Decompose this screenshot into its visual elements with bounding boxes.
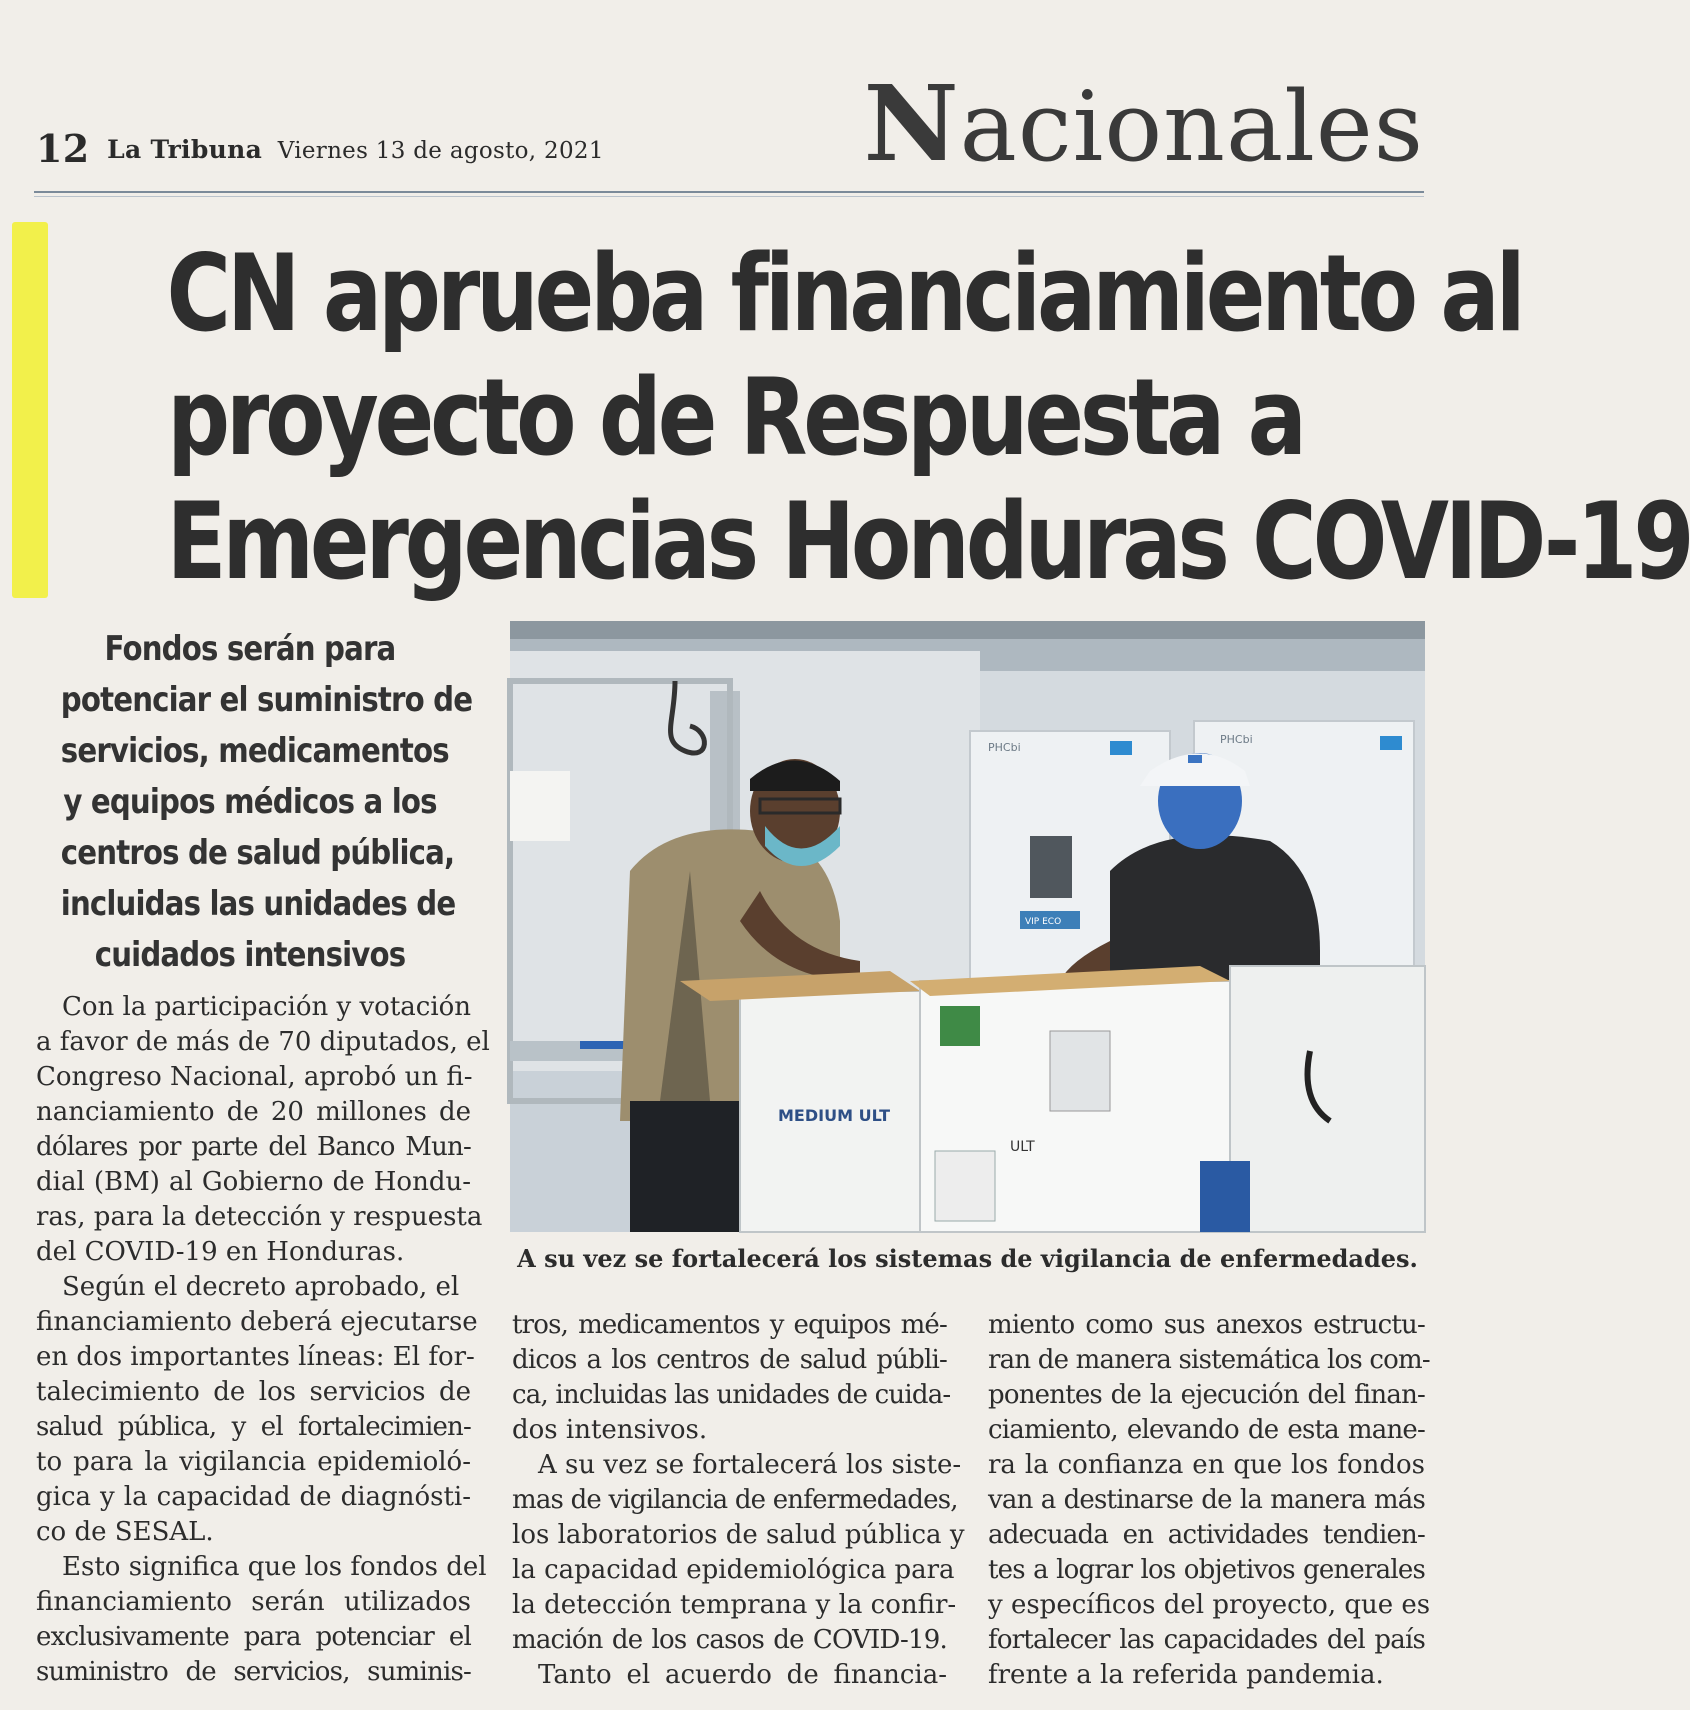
body-line: co de SESAL. — [36, 1517, 214, 1547]
headline-line: proyecto de Respuesta a — [167, 356, 1303, 479]
subhead-line: Fondos serán para — [104, 629, 396, 669]
body-line: exclusivamente para potenciar el — [36, 1622, 471, 1652]
body-line: dial (BM) al Gobierno de Hondu- — [36, 1167, 471, 1197]
body-line: ciamiento, elevando de esta mane- — [988, 1415, 1425, 1445]
body-line: dos intensivos. — [512, 1415, 708, 1445]
body-line: la detección temprana y la confir- — [512, 1590, 957, 1620]
issue-date: Viernes 13 de agosto, 2021 — [277, 138, 604, 164]
freezer-label: VIP ECO — [1025, 917, 1062, 927]
photo-caption: A su vez se fortalecerá los sistemas de vigilancia de enfermedades. — [517, 1244, 1418, 1273]
photo-illustration — [510, 621, 1425, 1232]
body-line: Con la participación y votación — [62, 992, 472, 1022]
article-subhead — [30, 624, 473, 981]
body-line: ponentes de la ejecución del finan- — [988, 1380, 1425, 1410]
article-photo — [510, 621, 1425, 1232]
body-line: dicos a los centros de salud públi- — [512, 1345, 947, 1375]
body-line: nanciamiento de 20 millones de — [36, 1097, 471, 1127]
page-number: 12 — [36, 126, 90, 171]
section-title-rest: acionales — [959, 71, 1424, 183]
article-headline — [166, 232, 1690, 604]
body-line: ran de manera sistemática los com- — [988, 1345, 1430, 1375]
body-line: ca, incluidas las unidades de cuida- — [512, 1380, 951, 1410]
body-line: miento como sus anexos estructu- — [988, 1310, 1425, 1340]
body-line: a favor de más de 70 diputados, el — [36, 1027, 490, 1057]
body-line: Tanto el acuerdo de financia- — [538, 1660, 947, 1690]
subhead-line: potenciar el suministro de — [60, 680, 473, 720]
freezer-brand-1: PHCbi — [988, 741, 1021, 754]
box-label-2: ULT — [1010, 1139, 1035, 1155]
body-line: en dos importantes líneas: El for- — [36, 1342, 475, 1372]
body-line: talecimiento de los servicios de — [36, 1377, 471, 1407]
body-line: gica y la capacidad de diagnósti- — [36, 1482, 471, 1512]
body-line: tes a lograr los objetivos generales — [988, 1555, 1425, 1585]
header-rule — [34, 191, 1424, 193]
body-line: fortalecer las capacidades del país — [988, 1625, 1425, 1655]
headline-line: CN aprueba financiamiento al — [166, 232, 1522, 355]
body-line: tros, medicamentos y equipos mé- — [512, 1310, 947, 1340]
body-line: financiamiento deberá ejecutarse — [36, 1307, 478, 1337]
body-column-3 — [988, 1308, 1431, 1693]
body-line: Esto significa que los fondos del — [62, 1552, 487, 1582]
body-line: mación de los casos de COVID-19. — [512, 1625, 947, 1655]
subhead-line: cuidados intensivos — [94, 935, 406, 975]
body-line: Según el decreto aprobado, el — [62, 1272, 460, 1302]
body-line: van a destinarse de la manera más — [988, 1485, 1425, 1515]
body-line: salud pública, y el fortalecimien- — [36, 1412, 471, 1442]
body-line: dólares por parte del Banco Mun- — [36, 1132, 471, 1162]
header-rule-thin — [34, 196, 1424, 197]
body-line: los laboratorios de salud pública y — [512, 1520, 965, 1550]
freezer-brand-2: PHCbi — [1220, 733, 1253, 746]
body-line: la capacidad epidemiológica para — [512, 1555, 955, 1585]
section-title — [863, 62, 1424, 185]
newspaper-name: La Tribuna — [107, 135, 263, 164]
body-line: to para la vigilancia epidemioló- — [36, 1447, 471, 1477]
body-line: A su vez se fortalecerá los siste- — [538, 1450, 962, 1480]
body-line: mas de vigilancia de enfermedades, — [512, 1485, 958, 1515]
body-line: adecuada en actividades tendien- — [988, 1520, 1425, 1550]
body-line: ra la confianza en que los fondos — [988, 1450, 1425, 1480]
body-line: Congreso Nacional, aprobó un fi- — [36, 1062, 473, 1092]
body-column-1 — [36, 990, 490, 1690]
subhead-line: y equipos médicos a los — [63, 782, 437, 822]
body-line: y específicos del proyecto, que es — [988, 1590, 1431, 1620]
headline-line: Emergencias Honduras COVID-19 — [166, 480, 1690, 603]
body-line: del COVID-19 en Honduras. — [36, 1237, 405, 1267]
subhead-line: servicios, medicamentos — [60, 731, 449, 771]
section-title-initial: N — [863, 62, 960, 185]
subhead-line: centros de salud pública, — [60, 833, 455, 873]
highlighter-mark — [12, 222, 48, 598]
subhead-line: incluidas las unidades de — [60, 884, 456, 924]
body-line: ras, para la detección y respuesta — [36, 1202, 483, 1232]
box-label-1: MEDIUM ULT — [778, 1106, 891, 1125]
body-line: financiamiento serán utilizados — [36, 1587, 471, 1617]
body-line: frente a la referida pandemia. — [988, 1660, 1384, 1690]
body-line: suministro de servicios, suminis- — [36, 1657, 471, 1687]
page-folio — [36, 126, 604, 171]
body-column-2 — [512, 1308, 965, 1693]
